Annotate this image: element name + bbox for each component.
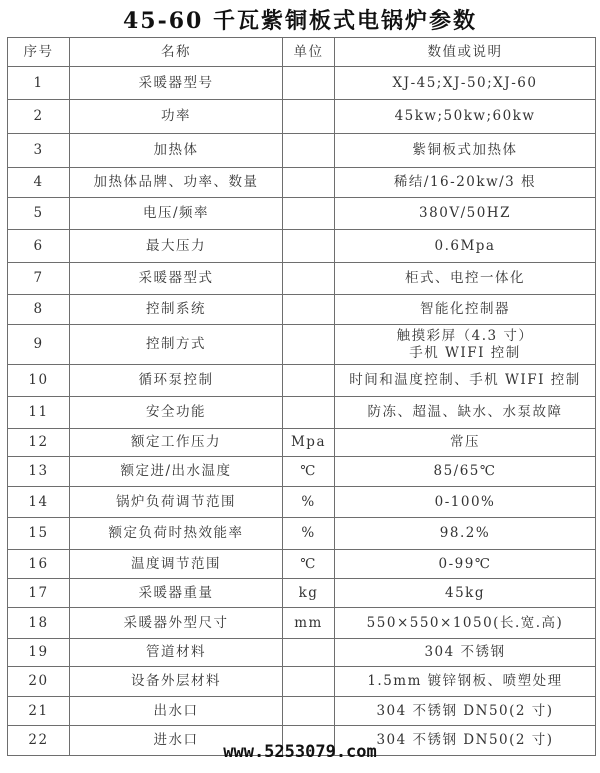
table-row — [8, 639, 596, 667]
row-name: 设备外层材料 — [70, 667, 283, 697]
table-row — [8, 67, 596, 100]
row-index: 2 — [8, 100, 70, 134]
row-unit — [283, 667, 335, 697]
header-index: 序号 — [8, 38, 70, 67]
table-row — [8, 429, 596, 457]
table-row — [8, 697, 596, 726]
row-index: 17 — [8, 579, 70, 608]
row-unit: % — [283, 487, 335, 518]
header-value: 数值或说明 — [335, 38, 596, 67]
row-unit — [283, 134, 335, 168]
row-name: 额定工作压力 — [70, 429, 283, 457]
row-unit — [283, 639, 335, 667]
row-value-line-2: 手机 WIFI 控制 — [409, 344, 521, 361]
row-unit — [283, 325, 335, 365]
row-unit: ℃ — [283, 550, 335, 579]
row-value: 380V/50HZ — [335, 198, 596, 230]
row-name: 采暖器型式 — [70, 263, 283, 295]
row-index: 3 — [8, 134, 70, 168]
table-row — [8, 608, 596, 639]
row-name: 电压/频率 — [70, 198, 283, 230]
row-value — [335, 325, 596, 365]
row-index: 6 — [8, 230, 70, 263]
row-unit — [283, 295, 335, 325]
row-unit — [283, 697, 335, 726]
table-row — [8, 168, 596, 198]
row-name: 采暖器型号 — [70, 67, 283, 100]
row-unit — [283, 365, 335, 397]
row-value: 1.5mm 镀锌钢板、喷塑处理 — [335, 667, 596, 697]
row-value: 45kg — [335, 579, 596, 608]
row-value-line-1: 触摸彩屏（4.3 寸） — [396, 327, 534, 344]
row-value: 防冻、超温、缺水、水泵故障 — [335, 397, 596, 429]
row-name: 功率 — [70, 100, 283, 134]
row-value: 0-100% — [335, 487, 596, 518]
row-value: 时间和温度控制、手机 WIFI 控制 — [335, 365, 596, 397]
row-index: 13 — [8, 457, 70, 487]
header-unit: 单位 — [283, 38, 335, 67]
row-index: 19 — [8, 639, 70, 667]
table-row — [8, 365, 596, 397]
row-index: 12 — [8, 429, 70, 457]
row-index: 4 — [8, 168, 70, 198]
row-index: 20 — [8, 667, 70, 697]
row-unit — [283, 100, 335, 134]
table-row — [8, 295, 596, 325]
row-unit — [283, 168, 335, 198]
row-index: 21 — [8, 697, 70, 726]
table-row — [8, 518, 596, 550]
row-index: 10 — [8, 365, 70, 397]
row-value: 98.2% — [335, 518, 596, 550]
table-row — [8, 397, 596, 429]
row-index: 1 — [8, 67, 70, 100]
table-row — [8, 230, 596, 263]
table-row — [8, 263, 596, 295]
parameters-table — [7, 37, 596, 756]
row-unit: ℃ — [283, 457, 335, 487]
row-name: 额定进/出水温度 — [70, 457, 283, 487]
row-unit: mm — [283, 608, 335, 639]
table-row — [8, 198, 596, 230]
row-value: 304 不锈钢 — [335, 639, 596, 667]
row-name: 安全功能 — [70, 397, 283, 429]
row-index: 11 — [8, 397, 70, 429]
row-value: 0.6Mpa — [335, 230, 596, 263]
table-row — [8, 100, 596, 134]
row-index: 22 — [8, 726, 70, 756]
row-value: 304 不锈钢 DN50(2 寸) — [335, 726, 596, 756]
row-unit — [283, 67, 335, 100]
row-value: 稀结/16-20kw/3 根 — [335, 168, 596, 198]
row-name: 最大压力 — [70, 230, 283, 263]
row-value: 0-99℃ — [335, 550, 596, 579]
row-value: XJ-45;XJ-50;XJ-60 — [335, 67, 596, 100]
table-row — [8, 667, 596, 697]
row-value: 常压 — [335, 429, 596, 457]
watermark: www.5253079.com — [223, 742, 377, 762]
row-unit — [283, 263, 335, 295]
row-index: 14 — [8, 487, 70, 518]
row-value: 柜式、电控一体化 — [335, 263, 596, 295]
row-unit: Mpa — [283, 429, 335, 457]
row-value: 304 不锈钢 DN50(2 寸) — [335, 697, 596, 726]
row-name: 温度调节范围 — [70, 550, 283, 579]
row-name: 控制系统 — [70, 295, 283, 325]
table-row — [8, 487, 596, 518]
row-name: 管道材料 — [70, 639, 283, 667]
row-name: 进水口 — [70, 726, 283, 756]
row-name: 循环泵控制 — [70, 365, 283, 397]
table-row — [8, 550, 596, 579]
row-value: 550×550×1050(长.宽.高) — [335, 608, 596, 639]
row-index: 18 — [8, 608, 70, 639]
table-row — [8, 134, 596, 168]
row-value: 85/65℃ — [335, 457, 596, 487]
table-header-row — [8, 38, 596, 67]
row-name: 控制方式 — [70, 325, 283, 365]
table-row — [8, 579, 596, 608]
table-row — [8, 457, 596, 487]
header-name: 名称 — [70, 38, 283, 67]
row-value: 45kw;50kw;60kw — [335, 100, 596, 134]
table-row — [8, 325, 596, 365]
row-unit: % — [283, 518, 335, 550]
row-unit — [283, 230, 335, 263]
row-name: 采暖器重量 — [70, 579, 283, 608]
row-unit — [283, 198, 335, 230]
row-index: 8 — [8, 295, 70, 325]
row-value: 紫铜板式加热体 — [335, 134, 596, 168]
row-name: 额定负荷时热效能率 — [70, 518, 283, 550]
row-index: 5 — [8, 198, 70, 230]
row-value: 智能化控制器 — [335, 295, 596, 325]
row-index: 16 — [8, 550, 70, 579]
row-index: 9 — [8, 325, 70, 365]
row-name: 出水口 — [70, 697, 283, 726]
row-index: 7 — [8, 263, 70, 295]
page-title: 45-60 千瓦紫铜板式电锅炉参数 — [122, 8, 478, 34]
row-index: 15 — [8, 518, 70, 550]
row-name: 采暖器外型尺寸 — [70, 608, 283, 639]
row-unit — [283, 397, 335, 429]
row-name: 锅炉负荷调节范围 — [70, 487, 283, 518]
row-name: 加热体品牌、功率、数量 — [70, 168, 283, 198]
row-name: 加热体 — [70, 134, 283, 168]
row-unit: kg — [283, 579, 335, 608]
